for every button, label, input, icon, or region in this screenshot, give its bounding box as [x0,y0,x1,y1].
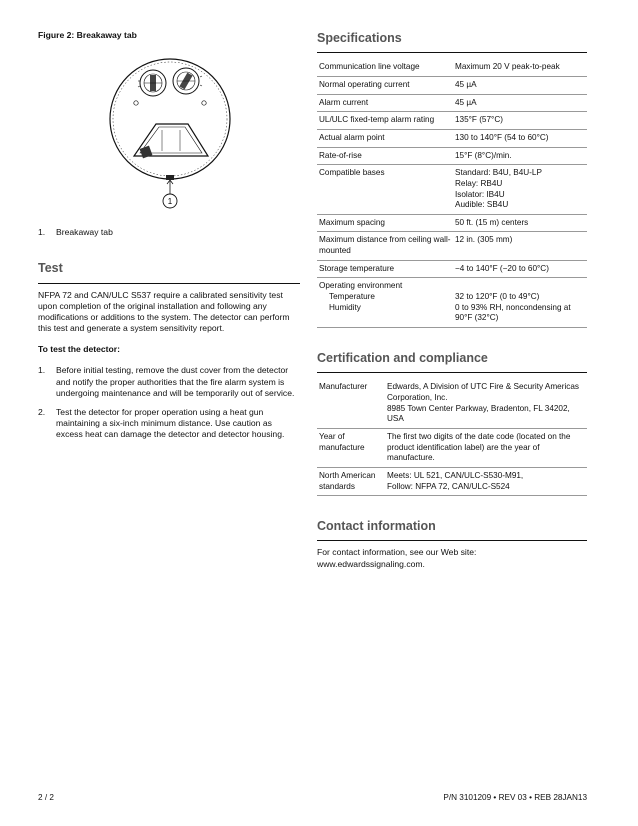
spec-value [453,165,587,215]
table-row [317,467,587,495]
step-number: 1. [38,365,46,376]
table-row [317,129,587,147]
table-row [317,428,587,467]
env-label: Operating environment [319,281,403,291]
spec-label: UL/ULC fixed-temp alarm rating [317,112,453,130]
cert-label: Manufacturer [317,379,385,428]
spec-value: 12 in. (305 mm) [453,232,587,260]
cert-value-line: 8985 Town Center Parkway, Bradenton, FL 34202, USA [387,403,570,424]
spec-label: Compatible bases [317,165,453,215]
contact-website: www.edwardssignaling.com. [317,558,425,569]
right-rotary-switch [173,68,199,94]
spec-label [317,278,453,328]
specifications-heading: Specifications [317,31,402,45]
certification-table [317,379,587,496]
contact-divider [317,540,587,541]
test-step [38,365,300,399]
part-number: P/N 3101209 • REV 03 • REB 28JAN13 [443,793,587,802]
table-row [317,147,587,165]
certification-heading: Certification and compliance [317,351,488,366]
spec-label: Alarm current [317,94,453,112]
table-row [317,379,587,428]
spec-value [453,278,587,328]
step-text: Before initial testing, remove the dust cover from the detector and notify the proper authorities that the fire alarm system is undergoing maintenance and will be temporarily out of service. [56,365,295,398]
specifications-divider [317,52,587,53]
contact-line: For contact information, see our Web site: [317,547,477,558]
test-steps [38,365,300,440]
cert-value [385,467,587,495]
cert-label: Year of manufacture [317,428,385,467]
figure-title: Figure 2: Breakaway tab [38,30,137,40]
test-divider [38,283,300,284]
spec-label: Maximum distance from ceiling wall-mounted [317,232,453,260]
spec-label: Normal operating current [317,76,453,94]
table-row [317,214,587,232]
step-text: Test the detector for proper operation using a heat gun maintaining a six-inch minimum distance. Use caution as excess heat can damage the detector and detector housing. [56,406,285,440]
breakaway-tab-figure [38,51,300,211]
detector-illustration [38,51,300,211]
spec-value: 50 ft. (15 m) centers [453,214,587,232]
spec-label: Maximum spacing [317,214,453,232]
certification-divider [317,372,587,373]
test-step [38,407,300,441]
cert-value [385,379,587,428]
table-row [317,278,587,328]
spec-label: Actual alarm point [317,129,453,147]
caption-text: Breakaway tab [56,227,113,238]
screw-left [134,101,138,105]
test-heading: Test [38,261,63,276]
env-humidity-value: 0 to 93% RH, noncondensing at 90°F (32°C) [455,302,571,323]
spec-value: 130 to 140°F (54 to 60°C) [453,129,587,147]
left-column [38,30,300,448]
figure-caption [38,227,300,238]
spec-value: 45 µA [453,76,587,94]
env-humidity-label: Humidity [329,302,361,312]
env-temp-value: 32 to 120°F (0 to 49°C) [455,292,540,302]
spec-label: Communication line voltage [317,59,453,76]
screw-right [202,101,206,105]
spec-value-line: Audible: SB4U [455,200,509,210]
table-row [317,232,587,260]
cert-value-line: Meets: UL 521, CAN/ULC-S530-M91, [387,470,524,480]
spec-value: 45 µA [453,94,587,112]
step-number: 2. [38,406,46,417]
left-rotary-switch [140,70,166,96]
callout-number: 1 [167,197,173,207]
spec-value-line: Standard: B4U, B4U-LP [455,168,542,178]
table-row [317,260,587,278]
test-subheading: To test the detector: [38,344,120,355]
table-row [317,165,587,215]
test-paragraph: NFPA 72 and CAN/ULC S537 require a calibrated sensitivity test upon completion of the original installation and following any modifications or additions to the system. The detector can perform this test and generate a system sensitivity report. [38,289,290,334]
spec-value-line: Isolator: IB4U [455,189,505,199]
page-number: 2 / 2 [38,793,54,802]
caption-number: 1. [38,227,46,238]
spec-value: Maximum 20 V peak-to-peak [453,59,587,76]
cert-value [385,428,587,467]
right-column [317,30,587,570]
table-row [317,112,587,130]
spec-value: 135°F (57°C) [453,112,587,130]
contact-heading: Contact information [317,519,436,534]
cert-value-line: Edwards, A Division of UTC Fire & Security Americas Corporation, Inc. [387,382,580,402]
env-temp-label: Temperature [329,292,375,302]
spec-value-line: Relay: RB4U [455,178,503,188]
specifications-table [317,59,587,328]
cert-value-line: The first two digits of the date code (located on the product identification label) are the year of manufacture. [387,431,571,463]
table-row [317,94,587,112]
detector-inner-ring [113,62,227,176]
detector-outer-ring [110,59,230,179]
spec-value: −4 to 140°F (−20 to 60°C) [453,260,587,278]
breakaway-tab [166,175,174,180]
spec-label: Rate-of-rise [317,147,453,165]
cert-value-line: Follow: NFPA 72, CAN/ULC-S524 [387,481,510,491]
table-row [317,59,587,76]
table-row [317,76,587,94]
spec-label: Storage temperature [317,260,453,278]
spec-value: 15°F (8°C)/min. [453,147,587,165]
cert-label: North American standards [317,467,385,495]
